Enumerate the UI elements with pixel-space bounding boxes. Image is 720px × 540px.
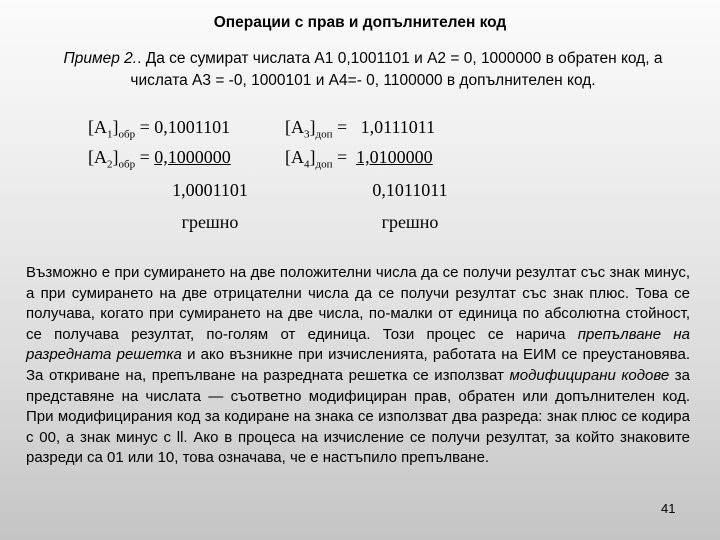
example-intro — [38, 48, 688, 92]
right-operand-4: $[A_4]_{доп} = 1,0100000$ — [285, 147, 433, 171]
explanation-paragraph: Възможно е при сумирането на две положителни числа да се получи резултат със знак минус, а при сумирането на две отрицателни числа да се получи резултат със знак плюс. Това се получава, когато при сумирането на две числа, по-малки от единица по абсолютна стойност, се получава резултат, по-голям от единица. Този процес се нарича препълване на разредната решетка и ако възникне при изчисленията, работата на ЕИМ се преустановява. За откриване на, препълване на разредната решетка се използват модифицирани кодове за представяне на числата — съответно модифициран прав, обратен или допълнителен код. При модифицирания код за кодиране на знака се използват два разреда: знак плюс се кодира с 00, а знак минус с ll. Ако в процеса на изчисление се получи резултат, за който знаковите разреди са 01 или 10, това означава, че е настъпило препълване. — [26, 264, 691, 467]
term-modified-codes: модифицирани кодове — [509, 366, 670, 384]
left-verdict: грешно — [181, 212, 239, 232]
term-overflow: препълване на разредната решетка — [26, 325, 690, 364]
right-verdict: грешно — [381, 212, 439, 232]
slide-title: Операции с прав и допълнителен код — [213, 14, 507, 31]
right-result: 0,1011011 — [372, 180, 448, 200]
left-operand-1: $[A_1]_{обр} = 0,1001101$ — [88, 117, 231, 141]
right-operand-3: $[A_3]_{доп} = 1,0111011$ — [285, 117, 436, 141]
example-text: . Да се сумират числата А1 0,1001101 и А2 = 0, 1000000 в обратен код, а числата А3 = -0, 1000101 и А4=- 0, 1100000 в допълнителен код. — [130, 50, 663, 89]
left-operand-2: $[A_2]_{обр} = 0,1000000$ — [88, 147, 231, 171]
page-number: 41 — [661, 501, 676, 516]
left-result: 1,0001101 — [172, 180, 248, 200]
example-label: Пример 2. — [63, 50, 138, 67]
